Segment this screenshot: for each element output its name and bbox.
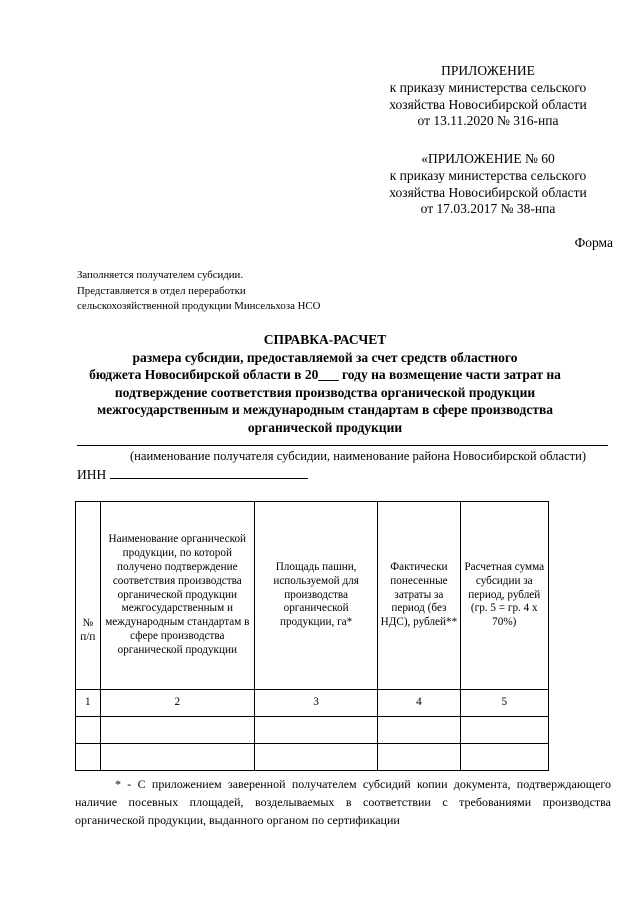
- table-cell: [76, 744, 101, 771]
- table-cell: [460, 717, 548, 744]
- table-cell: [378, 717, 460, 744]
- appendix-60-header-line: «ПРИЛОЖЕНИЕ № 60: [421, 151, 555, 166]
- fill-note: [77, 268, 320, 315]
- table-header-row: [76, 502, 549, 690]
- fill-note-line: Представляется в отдел переработки: [77, 284, 246, 297]
- table-row: [76, 717, 549, 744]
- table-cell: [254, 717, 377, 744]
- header-cell-costs: Фактически понесенные затраты за период (без НДС), рублей**: [378, 502, 460, 690]
- document-title: [70, 331, 580, 437]
- appendix-header-line: от 13.11.2020 № 316-нпа: [417, 113, 559, 129]
- appendix-header: [368, 63, 608, 130]
- header-cell-product-name: Наименование органической продукции, по которой получено подтверждение соответствия производства органической продукции межгосударственным и международным стандартам в сфере производства органической продукции: [100, 502, 254, 690]
- document-subtitle-line: размера субсидии, предоставляемой за счет средств областного: [132, 349, 518, 365]
- document-subtitle-line: органической продукции: [247, 419, 403, 435]
- document-subtitle-line: межгосударственным и международным стандартам в сфере производства: [96, 402, 554, 418]
- header-cell-number: № п/п: [76, 502, 101, 690]
- appendix-header-line: ПРИЛОЖЕНИЕ: [441, 63, 535, 78]
- appendix-60-header-line: хозяйства Новосибирской области: [389, 184, 587, 200]
- table-cell: [254, 744, 377, 771]
- column-number-cell: 2: [100, 690, 254, 717]
- appendix-header-line: хозяйства Новосибирской области: [389, 96, 587, 112]
- table-row: [76, 744, 549, 771]
- table-cell: [100, 744, 254, 771]
- column-number-cell: 5: [460, 690, 548, 717]
- document-heading: СПРАВКА-РАСЧЕТ: [263, 332, 387, 347]
- header-cell-subsidy: Расчетная сумма субсидии за период, рублей (гр. 5 = гр. 4 х 70%): [460, 502, 548, 690]
- table-cell: [76, 717, 101, 744]
- recipient-caption: (наименование получателя субсидии, наименование района Новосибирской области): [129, 449, 587, 463]
- calculation-table: [75, 501, 549, 771]
- table-cell: [100, 717, 254, 744]
- header-cell-area: Площадь пашни, используемой для производства органической продукции, га*: [254, 502, 377, 690]
- form-label: Форма: [574, 235, 613, 250]
- appendix-60-header-line: к приказу министерства сельского: [389, 167, 587, 183]
- fill-note-line: сельскохозяйственной продукции Минсельхоза НСО: [77, 300, 321, 313]
- appendix-header-line: к приказу министерства сельского: [389, 79, 587, 95]
- fill-note-line: Заполняется получателем субсидии.: [77, 269, 244, 281]
- inn-label: ИНН: [77, 467, 107, 482]
- recipient-name-line: [77, 445, 608, 446]
- table-cell: [378, 744, 460, 771]
- appendix-60-header-line: от 17.03.2017 № 38-нпа: [420, 201, 556, 217]
- table-column-number-row: [76, 690, 549, 717]
- document-subtitle-line: бюджета Новосибирской области в 20___ году на возмещение части затрат на: [89, 367, 561, 383]
- table-cell: [460, 744, 548, 771]
- document-subtitle-line: подтверждение соответствия производства органической продукции: [114, 384, 536, 400]
- column-number-cell: 3: [254, 690, 377, 717]
- column-number-cell: 4: [378, 690, 460, 717]
- footnote: * - С приложением заверенной получателем субсидий копии документа, подтверждающего наличие посевных площадей, возделываемых в соответствии с требованиями производства органической продукции, выданного органом по сертификации: [75, 777, 611, 827]
- appendix-60-header: [368, 151, 608, 218]
- inn-underline: [110, 466, 308, 479]
- column-number-cell: 1: [76, 690, 101, 717]
- inn-field: [77, 466, 308, 483]
